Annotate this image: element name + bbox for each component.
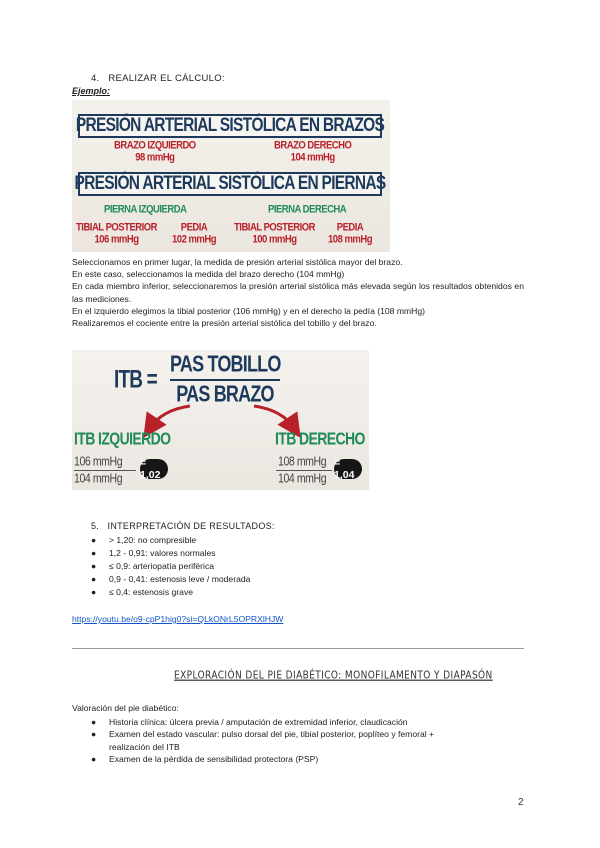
left-leg-label: PIERNA IZQUIERDA [104, 202, 187, 216]
itb-left-denominator: 104 mmHg [74, 471, 123, 487]
left-pedia-value: 102 mmHg [172, 232, 217, 246]
explanation-line: Realizaremos el cociente entre la presión arterial sistólica del tobillo y del brazo. [72, 318, 377, 329]
arms-banner-text: PRESIÓN ARTERIAL SISTÓLICA EN BRAZOS [75, 114, 385, 136]
youtube-link[interactable]: https://youtu.be/o9-cpP1hig0?si=QLkONrL5OPRXlHJW [72, 614, 284, 624]
explanation-line: En el izquierdo elegimos la tibial posterior (106 mmHg) y en el derecho la pedía (108 mmHg) [72, 305, 425, 316]
list-item: ● > 1,20: no compresible [91, 535, 197, 545]
left-pedia-label: PEDIA [180, 220, 208, 234]
arrow-left-icon [150, 406, 190, 428]
section-5-heading [91, 521, 275, 531]
section-divider [72, 648, 524, 649]
right-tibial-label: TIBIAL POSTERIOR [234, 220, 316, 234]
right-arm-label: BRAZO DERECHO [274, 138, 352, 152]
list-item: ● 0,9 - 0,41: estenosis leve / moderada [91, 574, 251, 584]
list-item: ● ≤ 0,4: estenosis grave [91, 587, 194, 597]
valoracion-intro: Valoración del pie diabético: [72, 703, 179, 713]
list-item: ● 1,2 - 0,91: valores normales [91, 548, 216, 558]
section-4-number: 4. [91, 73, 100, 84]
itb-right-numerator: 108 mmHg [278, 454, 327, 470]
left-tibial-label: TIBIAL POSTERIOR [76, 220, 158, 234]
explanation-line: Seleccionamos en primer lugar, la medida de presión arterial sistólica mayor del brazo. [72, 257, 403, 267]
section-5-title: INTERPRETACIÓN DE RESULTADOS: [107, 521, 275, 531]
itb-equals-label: ITB = [114, 366, 157, 394]
left-tibial-block [76, 222, 157, 246]
right-pedia-block [328, 222, 372, 246]
bullet-icon: ● [91, 535, 97, 545]
legs-banner [74, 172, 386, 196]
section-4-heading [91, 73, 225, 84]
interpretation-list [91, 534, 250, 599]
section-4-title: REALIZAR EL CÁLCULO: [108, 73, 225, 84]
explanation-line: En este caso, seleccionamos la medida del brazo derecho (104 mmHg) [72, 269, 345, 280]
example-label: Ejemplo: [72, 86, 111, 96]
left-arm-block [114, 140, 196, 164]
subsection-title: EXPLORACIÓN DEL PIE DIABÉTICO: MONOFILAMENTO Y DIAPASÓN [174, 670, 493, 682]
itb-left-numerator: 106 mmHg [74, 454, 123, 470]
bullet-icon: ● [91, 548, 97, 558]
list-item: ● Examen del estado vascular: pulso dorsal del pie, tibial posterior, poplíteo y femoral + [91, 729, 435, 740]
bullet-icon: ● [91, 587, 97, 597]
right-arm-block [274, 140, 351, 164]
formula-denominator: PAS BRAZO [176, 380, 274, 407]
page-number: 2 [518, 797, 524, 808]
right-arm-value: 104 mmHg [290, 150, 335, 164]
bullet-icon: ● [91, 574, 97, 584]
right-pedia-label: PEDIA [336, 220, 364, 234]
right-tibial-block [234, 222, 315, 246]
right-tibial-value: 100 mmHg [252, 232, 297, 246]
right-leg-label: PIERNA DERECHA [268, 202, 347, 216]
bullet-icon: ● [91, 729, 97, 740]
itb-left-title: ITB IZQUIERDO [74, 428, 171, 448]
bullet-icon: ● [91, 754, 97, 765]
itb-right-title: ITB DERECHO [275, 428, 365, 448]
itb-left-result: = 1,02 [140, 459, 168, 479]
right-pedia-value: 108 mmHg [328, 232, 373, 246]
legs-banner-text: PRESIÓN ARTERIAL SISTÓLICA EN PIERNAS [74, 172, 386, 194]
list-item: ● Historia clínica: úlcera previa / amputación de extremidad inferior, claudicación [91, 717, 408, 727]
itb-right-denominator: 104 mmHg [278, 471, 327, 487]
explanation-line: En cada miembro inferior, seleccionaremos la presión arterial sistólica más elevada según los resultados obtenidos en las mediciones. [72, 281, 524, 304]
formula-numerator: PAS TOBILLO [170, 350, 281, 377]
arrow-right-icon [254, 406, 294, 428]
arms-banner [75, 114, 385, 138]
left-arm-label: BRAZO IZQUIERDO [114, 138, 196, 152]
bullet-icon: ● [91, 561, 97, 571]
explanation-paragraph [72, 256, 524, 329]
bullet-icon: ● [91, 717, 97, 727]
arterial-pressure-infographic [72, 100, 390, 252]
list-item: ● Examen de la pérdida de sensibilidad protectora (PSP) [91, 754, 319, 765]
list-item-continuation: realización del ITB [109, 741, 180, 752]
itb-formula-infographic [72, 350, 369, 490]
section-5-number: 5. [91, 521, 100, 531]
left-tibial-value: 106 mmHg [94, 232, 139, 246]
itb-right-result: = 1,04 [334, 459, 362, 479]
left-arm-value: 98 mmHg [135, 150, 175, 164]
valoracion-list [91, 716, 434, 766]
list-item: ● ≤ 0,9: arteriopatía periférica [91, 561, 215, 571]
left-pedia-block [172, 222, 216, 246]
